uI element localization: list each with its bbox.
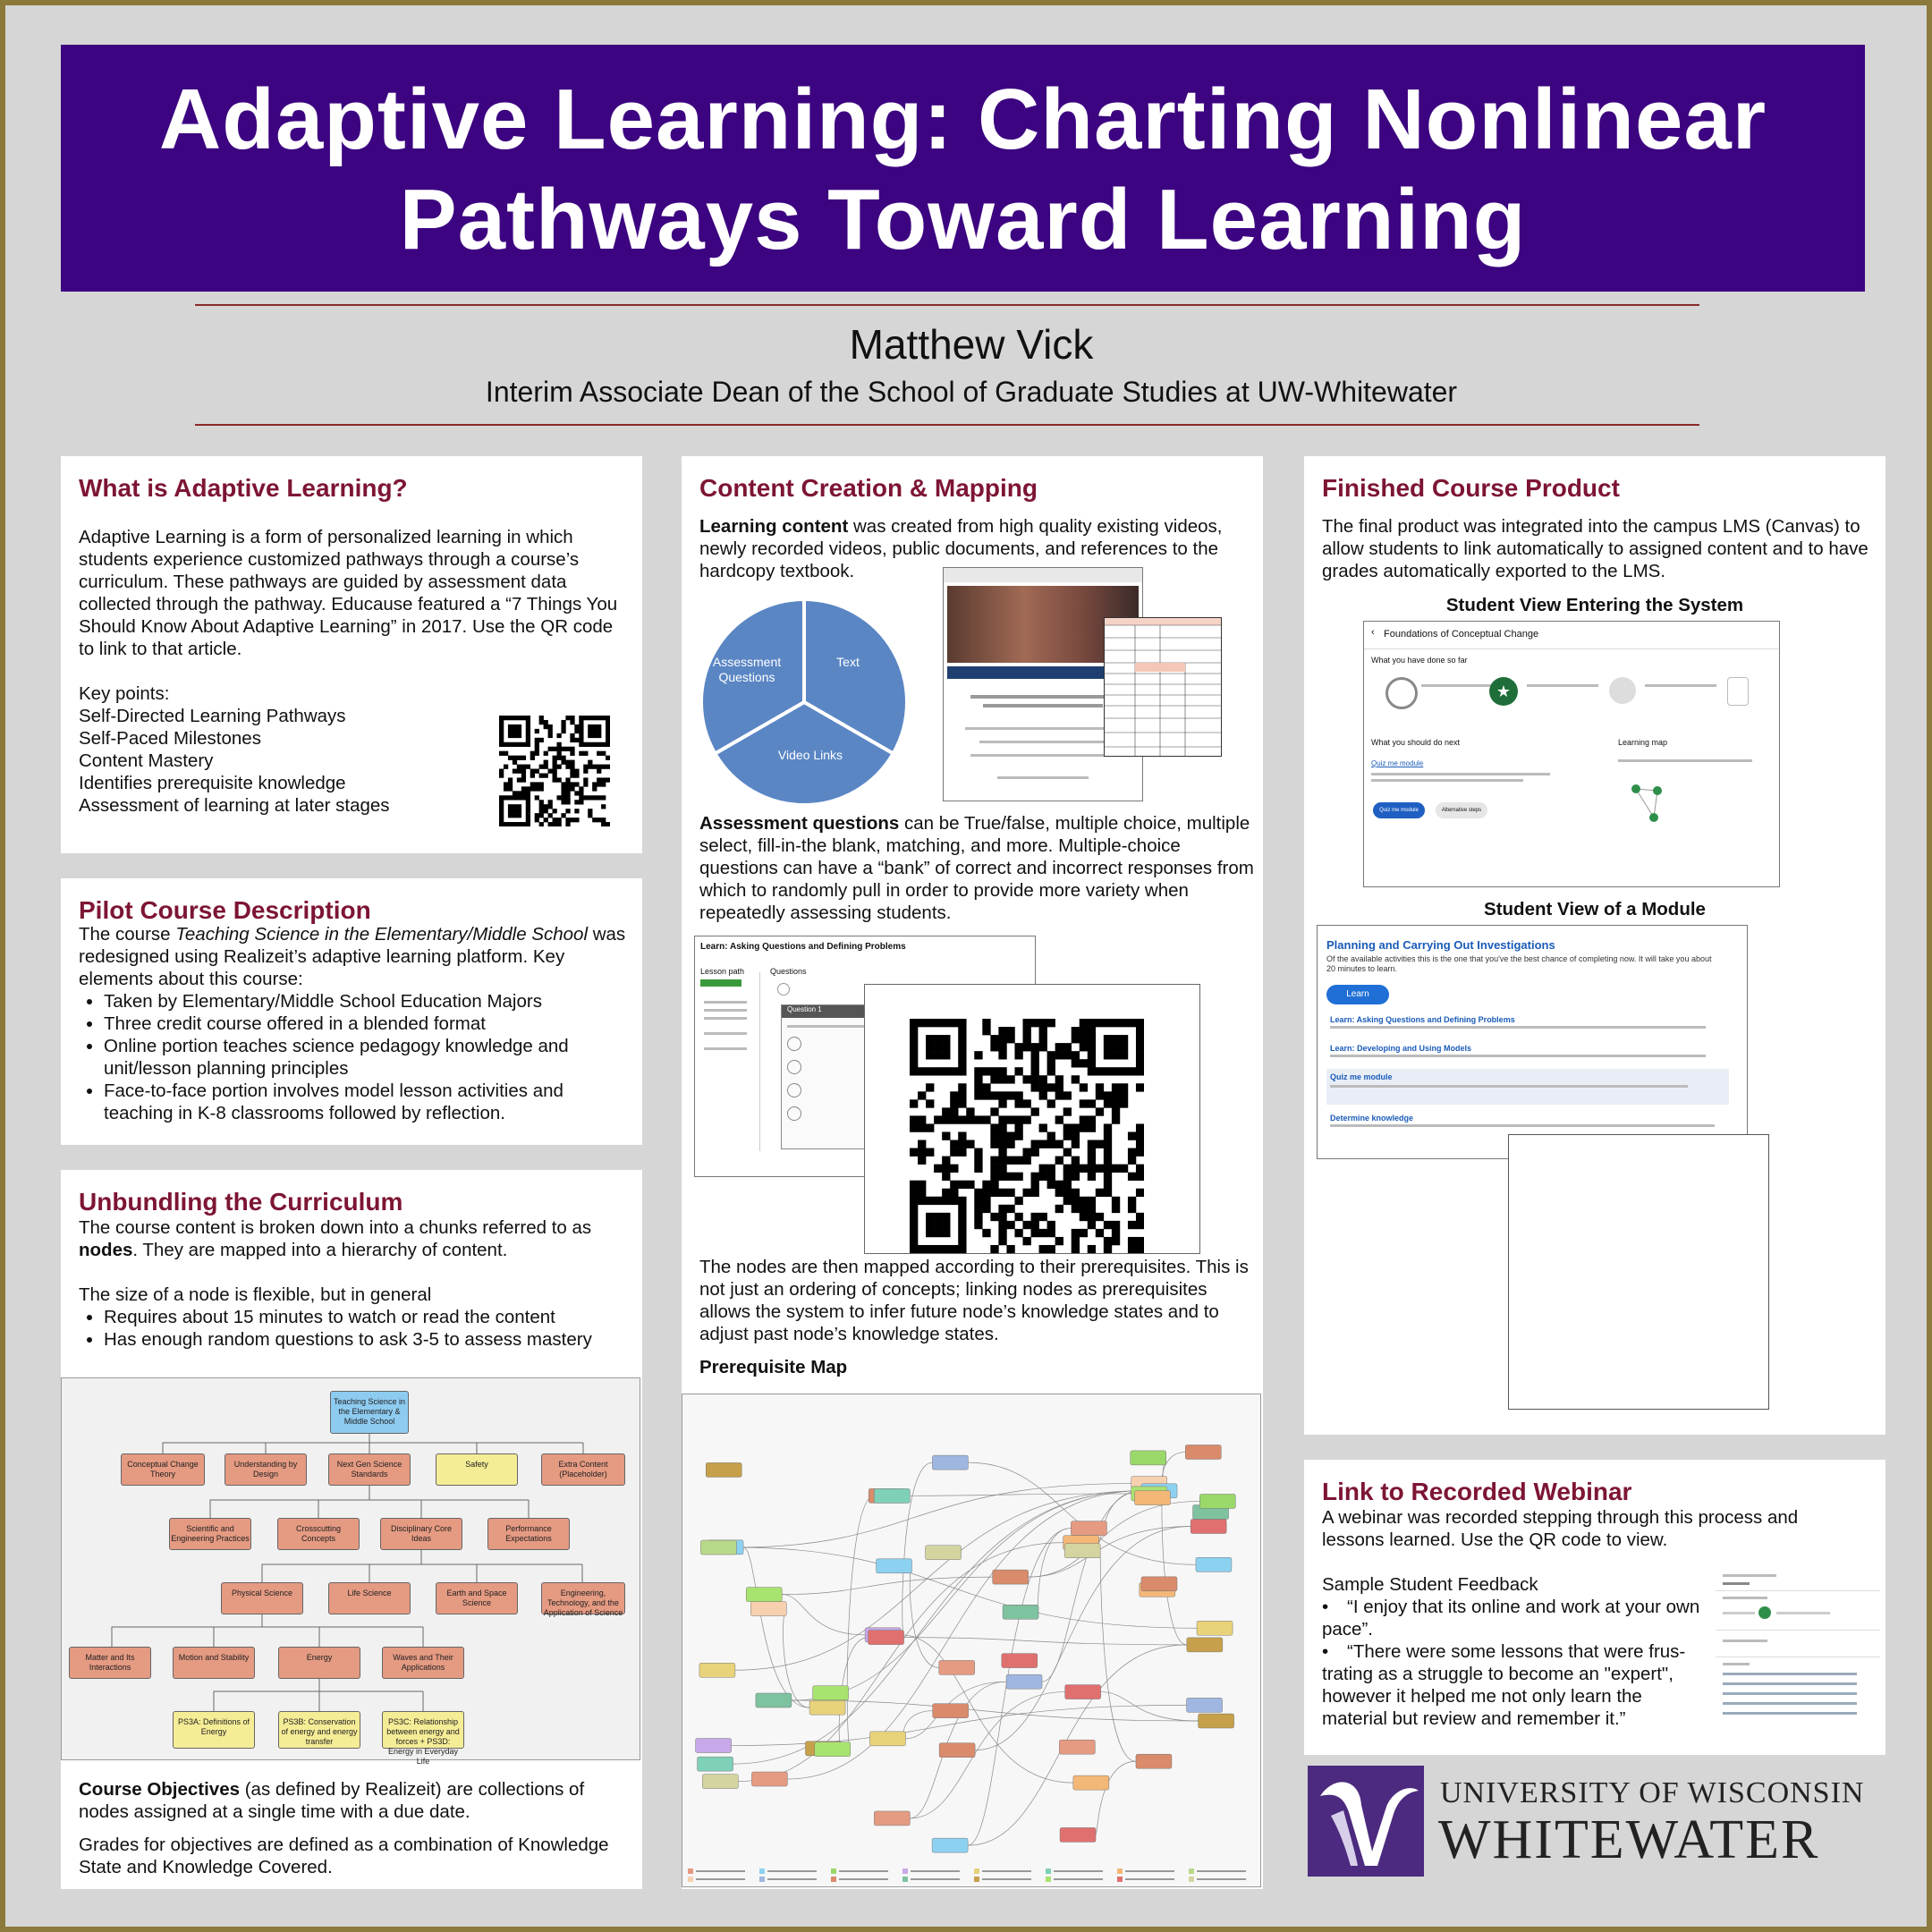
prereq-node bbox=[993, 1570, 1029, 1584]
prereq-node bbox=[1141, 1577, 1177, 1591]
finished-body: The final product was integrated into the campus LMS (Canvas) to allow students to link automatically to assigned content and to have grades automatically exported to the LMS. bbox=[1322, 516, 1868, 581]
prereq-link bbox=[901, 1635, 1073, 1783]
legend-swatch bbox=[1117, 1868, 1123, 1874]
prereq-node bbox=[939, 1743, 975, 1758]
grades-paragraph: Grades for objectives are defined as a combination of Knowledge State and Knowledge Covered. bbox=[79, 1835, 609, 1877]
key-points-label: Key points: bbox=[79, 683, 170, 704]
prereq-node bbox=[1006, 1674, 1042, 1689]
feedback-label: Sample Student Feedback bbox=[1322, 1574, 1538, 1595]
prereq-node bbox=[702, 1775, 738, 1789]
prereq-node bbox=[815, 1742, 851, 1757]
questions-label: Questions bbox=[770, 967, 807, 976]
prereq-node bbox=[1187, 1698, 1223, 1712]
shot1-quiz-link[interactable]: Quiz me module bbox=[1371, 759, 1424, 767]
legend-line bbox=[767, 1870, 817, 1872]
key-point: Identifies prerequisite knowledge bbox=[79, 773, 346, 793]
unbundling-panel bbox=[61, 1170, 642, 1889]
unbundling-bullet: • Has enough random questions to ask 3-5 to assess mastery bbox=[104, 1328, 633, 1351]
author-affiliation: Interim Associate Dean of the School of Graduate Studies at UW-Whitewater bbox=[485, 376, 1458, 408]
shot1-done-label: What you have done so far bbox=[1371, 656, 1468, 665]
objectives-text bbox=[79, 1778, 633, 1878]
prereq-link bbox=[784, 1609, 810, 1708]
tree-node: Crosscutting Concepts bbox=[277, 1518, 360, 1550]
answer-option[interactable] bbox=[787, 1106, 801, 1121]
legend-line bbox=[1197, 1870, 1246, 1872]
feedback-quotes bbox=[1322, 1596, 1707, 1730]
webinar-heading: Link to Recorded Webinar bbox=[1322, 1478, 1632, 1505]
legend-swatch bbox=[1189, 1877, 1194, 1882]
tree-node: Earth and Space Science bbox=[436, 1582, 518, 1614]
caption-entering-system: Student View Entering the System bbox=[1445, 595, 1744, 615]
nodes-term: nodes bbox=[79, 1240, 133, 1260]
legend-swatch bbox=[688, 1877, 693, 1882]
pie-label-video-links: Video Links bbox=[777, 748, 843, 762]
prereq-node bbox=[926, 1546, 962, 1560]
legend-swatch bbox=[1117, 1877, 1123, 1882]
question-card-header: Question 1 bbox=[782, 1005, 889, 1018]
logo-whitewater: WHITEWATER bbox=[1438, 1809, 1820, 1870]
legend-swatch bbox=[1189, 1868, 1194, 1874]
score-circle-icon bbox=[1609, 677, 1636, 704]
legend-line bbox=[1197, 1878, 1246, 1880]
prereq-link bbox=[782, 1577, 992, 1594]
prereq-node bbox=[696, 1739, 732, 1753]
content-p3: The nodes are then mapped according to their prerequisites. This is not just an ordering of concepts; linking nodes as prerequisites allows the system to infer future node’s knowledge states and to adjust past node’s knowledge states. bbox=[699, 1257, 1249, 1344]
prereq-link bbox=[736, 1547, 1197, 1628]
tree-node: PS3C: Relationship between energy and forces + PS3D: Energy in Everyday Life bbox=[382, 1711, 464, 1749]
prereq-node bbox=[1199, 1714, 1234, 1728]
legend-line bbox=[696, 1878, 745, 1880]
prereq-node bbox=[1197, 1621, 1233, 1635]
prereq-link bbox=[782, 1595, 865, 1635]
learning-map-card bbox=[1618, 738, 1770, 881]
content-pie-chart bbox=[692, 590, 916, 814]
feedback-quote-text: “There were some lessons that were frus- trating as a struggle to become an "expert", however it helped me not only learn the material but review and remember it.” bbox=[1322, 1641, 1686, 1729]
tree-node: Conceptual Change Theory bbox=[121, 1453, 205, 1486]
legend-line bbox=[1054, 1878, 1103, 1880]
prereq-node bbox=[700, 1540, 736, 1555]
doc-text-line bbox=[970, 754, 1115, 757]
timer-card-icon bbox=[1727, 677, 1749, 706]
prereq-node bbox=[932, 1838, 968, 1852]
content-hierarchy-diagram bbox=[61, 1377, 640, 1766]
legend-swatch bbox=[1046, 1877, 1051, 1882]
prereq-link bbox=[1100, 1551, 1136, 1762]
prereq-link bbox=[904, 1638, 1187, 1645]
unbundling-p1 bbox=[79, 1216, 633, 1261]
prereq-node bbox=[1059, 1740, 1095, 1754]
what-is-heading: What is Adaptive Learning? bbox=[79, 474, 408, 502]
webinar-panel bbox=[1304, 1460, 1885, 1755]
question-shot-title: Learn: Asking Questions and Defining Problems bbox=[700, 942, 906, 952]
tree-node: Scientific and Engineering Practices bbox=[169, 1518, 251, 1550]
learning-content-term: Learning content bbox=[699, 516, 849, 537]
unbundling-body bbox=[79, 1216, 633, 1351]
legend-swatch bbox=[759, 1877, 765, 1882]
legend-swatch bbox=[974, 1868, 979, 1874]
divider-top bbox=[195, 304, 1699, 306]
legend-line bbox=[1125, 1878, 1174, 1880]
legend-line bbox=[839, 1870, 888, 1872]
webinar-qr-frame bbox=[864, 984, 1200, 1254]
progress-ring-icon bbox=[1385, 677, 1418, 709]
legend-line bbox=[1054, 1870, 1103, 1872]
legend-swatch bbox=[902, 1877, 908, 1882]
next-steps-card bbox=[1371, 738, 1611, 881]
answer-option[interactable] bbox=[787, 1060, 801, 1074]
prereq-node bbox=[1064, 1544, 1100, 1558]
shot1-course-title: Foundations of Conceptual Change bbox=[1384, 629, 1539, 640]
webinar-qr-code[interactable] bbox=[910, 1019, 1144, 1253]
course-name: Teaching Science in the Elementary/Middle School bbox=[175, 924, 589, 945]
pilot-bullet: • Taken by Elementary/Middle School Education Majors bbox=[104, 990, 633, 1013]
module-item-link[interactable]: Quiz me module bbox=[1330, 1072, 1393, 1081]
prereq-node bbox=[939, 1660, 975, 1674]
pilot-bullets bbox=[79, 990, 633, 1124]
prereq-link bbox=[743, 1547, 809, 1707]
module-item-link[interactable]: Learn: Asking Questions and Defining Problems bbox=[1330, 1015, 1515, 1024]
prereq-node bbox=[751, 1772, 787, 1786]
content-p1-rest: was created from high quality existing videos, newly recorded videos, public documents, and references to the hardcopy textbook. bbox=[699, 516, 1223, 581]
prereq-map-label: Prerequisite Map bbox=[699, 1357, 848, 1377]
uw-whitewater-logo bbox=[1304, 1762, 1885, 1887]
answer-option[interactable] bbox=[787, 1083, 801, 1097]
key-point: Self-Directed Learning Pathways bbox=[79, 706, 346, 726]
pilot-bullet: • Three credit course offered in a blended format bbox=[104, 1013, 633, 1035]
prereq-node bbox=[874, 1488, 910, 1503]
prereq-links bbox=[732, 1452, 1200, 1845]
pilot-body bbox=[79, 923, 633, 1124]
prereq-node bbox=[699, 1663, 735, 1677]
feedback-quote: • “There were some lessons that were frus- trating as a struggle to become an "expert", however it helped me not only learn the material but review and remember it.” bbox=[1322, 1641, 1686, 1729]
doc-text-line bbox=[970, 695, 1115, 699]
tree-node: Engineering, Technology, and the Application of Science bbox=[541, 1582, 625, 1614]
shot1-next-label: What you should do next bbox=[1371, 738, 1461, 747]
w-logo-mark-icon bbox=[1308, 1766, 1424, 1877]
objectives-term: Course Objectives bbox=[79, 1779, 241, 1800]
shot1-secondary-button[interactable]: Alternative steps bbox=[1436, 802, 1487, 818]
prereq-node bbox=[1185, 1445, 1221, 1459]
title-banner bbox=[61, 45, 1865, 292]
unbundling-bullets bbox=[79, 1306, 633, 1351]
content-p2-rest: can be True/false, multiple choice, multiple select, fill-in-the blank, matching, and more. Multiple-choice questions can have a “bank” of correct and incorrect responses from which to randomly pull in order to provide more variety when repeatedly assessing students. bbox=[699, 813, 1254, 923]
prereq-node bbox=[1071, 1521, 1106, 1536]
back-chevron-icon[interactable]: ‹ bbox=[1371, 627, 1375, 638]
content-p2-text bbox=[699, 812, 1254, 924]
prereq-node bbox=[1134, 1491, 1170, 1505]
shot2-subtitle: Of the available activities this is the one that you've the best chance of completing now. It will take you about 20 minutes to learn. bbox=[1326, 954, 1712, 973]
legend-swatch bbox=[1046, 1868, 1051, 1874]
module-item-link[interactable]: Learn: Developing and Using Models bbox=[1330, 1044, 1472, 1053]
content-p2 bbox=[699, 812, 1254, 924]
rubric-table-screenshot bbox=[1104, 617, 1222, 757]
content-heading: Content Creation & Mapping bbox=[699, 474, 1038, 502]
doc-text-line bbox=[979, 741, 1106, 743]
prereq-node bbox=[1002, 1654, 1038, 1668]
star-badge-icon: ★ bbox=[1489, 677, 1518, 706]
pilot-intro-suffix: was redesigned using Realizeit’s adaptive learning platform. Key elements about this course: bbox=[79, 924, 626, 989]
legend-line bbox=[767, 1878, 817, 1880]
prereq-node bbox=[933, 1704, 969, 1718]
what-is-paragraph: Adaptive Learning is a form of personalized learning in which students experience customized pathways through a course’s curriculum. These pathways are guided by assessment data collected through the pathway. Educause featured a “7 Things You Should Know About Adaptive Learning” in 2017. Use the QR code to link to that article. bbox=[79, 527, 618, 659]
logo-university: UNIVERSITY OF WISCONSIN bbox=[1440, 1776, 1865, 1809]
legend-swatch bbox=[831, 1877, 836, 1882]
finished-heading: Finished Course Product bbox=[1322, 474, 1620, 502]
legend-swatch bbox=[902, 1868, 908, 1874]
learn-button[interactable]: Learn bbox=[1326, 985, 1389, 1004]
hierarchy-connectors bbox=[62, 1378, 640, 1759]
shot1-map-label: Learning map bbox=[1618, 738, 1668, 747]
prereq-node bbox=[869, 1631, 904, 1645]
legend-line bbox=[696, 1870, 745, 1872]
tree-node: Waves and Their Applications bbox=[382, 1647, 464, 1679]
tree-node: PS3B: Conservation of energy and energy transfer bbox=[278, 1711, 360, 1749]
prerequisite-map-graph bbox=[682, 1394, 1260, 1886]
tree-node: Energy bbox=[278, 1647, 360, 1679]
prereq-node bbox=[746, 1588, 782, 1602]
caption-module-view: Student View of a Module bbox=[1484, 899, 1706, 919]
pilot-intro bbox=[79, 923, 633, 990]
lesson-path-list bbox=[700, 996, 750, 1130]
tree-node: Safety bbox=[436, 1453, 518, 1486]
prereq-node bbox=[750, 1602, 786, 1616]
prereq-link bbox=[1029, 1501, 1200, 1577]
author-name: Matthew Vick bbox=[849, 321, 1094, 368]
assessment-questions-term: Assessment questions bbox=[699, 813, 900, 834]
pie-label-assessment: Assessment Questions bbox=[712, 655, 782, 684]
lesson-path-label: Lesson path bbox=[700, 967, 745, 976]
pilot-panel bbox=[61, 878, 642, 1145]
lesson-progress-bar bbox=[700, 979, 741, 987]
prereq-node bbox=[706, 1462, 741, 1477]
feedback-quote-text: “I enjoy that its online and work at your own pace”. bbox=[1322, 1597, 1700, 1640]
module-view-screenshot bbox=[1317, 925, 1748, 1159]
prereq-node bbox=[1003, 1605, 1038, 1619]
educause-qr-code[interactable] bbox=[499, 716, 610, 826]
prereq-link bbox=[903, 1711, 933, 1739]
pilot-bullet: • Online portion teaches science pedagogy knowledge and unit/lesson planning principles bbox=[104, 1035, 633, 1080]
what-is-panel bbox=[61, 456, 642, 853]
unbundling-p1-prefix: The course content is broken down into a chunks referred to as bbox=[79, 1217, 592, 1238]
poster-title bbox=[61, 45, 1865, 270]
objectives-rest: (as defined by Realizeit) are collections of nodes assigned at a single time with a due date. bbox=[79, 1779, 585, 1822]
title-line-1: Adaptive Learning: Charting Nonlinear bbox=[158, 72, 1767, 167]
prereq-node bbox=[1065, 1685, 1101, 1699]
key-point: Content Mastery bbox=[79, 750, 214, 771]
entering-system-screenshot bbox=[1363, 621, 1780, 887]
doc-text-line bbox=[965, 727, 1121, 730]
prereq-node bbox=[813, 1686, 849, 1700]
webinar-mini-screenshot bbox=[1716, 1569, 1880, 1744]
question-number-dot bbox=[777, 983, 790, 996]
legend-swatch bbox=[759, 1868, 765, 1874]
tree-node: Disciplinary Core Ideas bbox=[380, 1518, 462, 1550]
doc-text-line bbox=[983, 704, 1103, 708]
finished-panel bbox=[1304, 456, 1885, 1435]
content-panel bbox=[682, 456, 1263, 1889]
prereq-node bbox=[1136, 1754, 1172, 1768]
pie-label-text: Text bbox=[836, 655, 860, 669]
prereq-node bbox=[1073, 1775, 1109, 1790]
shot2-title: Planning and Carrying Out Investigations bbox=[1326, 938, 1555, 952]
pilot-intro-prefix: The course bbox=[79, 924, 176, 945]
blank-placeholder-box bbox=[1508, 1134, 1769, 1410]
prereq-node bbox=[1196, 1557, 1232, 1572]
objectives-paragraph bbox=[79, 1778, 633, 1823]
tree-node: Matter and Its Interactions bbox=[69, 1647, 151, 1679]
legend-swatch bbox=[831, 1868, 836, 1874]
key-point: Self-Paced Milestones bbox=[79, 728, 261, 749]
doc-header-bar bbox=[944, 568, 1142, 582]
pie-slices bbox=[701, 599, 907, 805]
prereq-node bbox=[932, 1455, 968, 1470]
prereq-node bbox=[698, 1757, 733, 1771]
title-line-2: Pathways Toward Learning bbox=[399, 172, 1527, 267]
module-item-link[interactable]: Determine knowledge bbox=[1330, 1114, 1414, 1123]
unbundling-p1-suffix: . They are mapped into a hierarchy of content. bbox=[132, 1240, 508, 1260]
prereq-node bbox=[877, 1559, 912, 1573]
tree-node: Life Science bbox=[328, 1582, 411, 1614]
tree-node: Motion and Stability bbox=[173, 1647, 255, 1679]
answer-option[interactable] bbox=[787, 1037, 801, 1051]
unbundling-p2: The size of a node is flexible, but in general bbox=[79, 1284, 432, 1305]
tree-root-node: Teaching Science in the Elementary & Middle School bbox=[330, 1391, 409, 1434]
shot1-primary-button[interactable]: Quiz me module bbox=[1373, 802, 1425, 818]
prereq-node bbox=[1060, 1827, 1096, 1842]
prerequisite-map bbox=[682, 1394, 1261, 1887]
prereq-node bbox=[1187, 1638, 1223, 1652]
progress-summary-row bbox=[1373, 675, 1767, 729]
prereq-link bbox=[1096, 1761, 1136, 1835]
unbundling-bullet: • Requires about 15 minutes to watch or read the content bbox=[104, 1306, 633, 1328]
prereq-node bbox=[869, 1732, 905, 1746]
prereq-node bbox=[1191, 1520, 1226, 1534]
rubric-table-grid bbox=[1105, 618, 1221, 756]
legend-line bbox=[1125, 1870, 1174, 1872]
tree-node: Understanding by Design bbox=[225, 1453, 307, 1486]
legend-swatch bbox=[688, 1868, 693, 1874]
prereq-node bbox=[809, 1700, 845, 1715]
legend-line bbox=[911, 1870, 960, 1872]
prereq-legend bbox=[688, 1868, 1246, 1882]
legend-line bbox=[911, 1878, 960, 1880]
pilot-bullet: • Face-to-face portion involves model lesson activities and teaching in K-8 classrooms followed by reflection. bbox=[104, 1080, 633, 1124]
prereq-node bbox=[1199, 1494, 1235, 1508]
tree-node: Next Gen Science Standards bbox=[328, 1453, 411, 1486]
tree-node: Performance Expectations bbox=[487, 1518, 570, 1550]
legend-line bbox=[839, 1878, 888, 1880]
prereq-link bbox=[792, 1700, 1199, 1721]
legend-line bbox=[982, 1878, 1031, 1880]
feedback-quote: • “I enjoy that its online and work at your own pace”. bbox=[1322, 1597, 1700, 1640]
pilot-heading: Pilot Course Description bbox=[79, 896, 371, 924]
divider-bottom bbox=[195, 424, 1699, 426]
key-point: Assessment of learning at later stages bbox=[79, 795, 390, 816]
prereq-link bbox=[847, 1496, 874, 1749]
prereq-node bbox=[756, 1693, 792, 1707]
prereq-node bbox=[1131, 1451, 1166, 1465]
tree-node: PS3A: Definitions of Energy bbox=[173, 1711, 255, 1749]
legend-line bbox=[982, 1870, 1031, 1872]
unbundling-heading: Unbundling the Curriculum bbox=[79, 1188, 403, 1216]
mini-learning-map bbox=[1618, 771, 1743, 843]
legend-swatch bbox=[974, 1877, 979, 1882]
tree-node: Physical Science bbox=[221, 1582, 303, 1614]
tree-node: Extra Content (Placeholder) bbox=[541, 1453, 625, 1486]
webinar-paragraph: A webinar was recorded stepping through this process and lessons learned. Use the QR code to view. bbox=[1322, 1507, 1799, 1550]
doc-text-line bbox=[997, 776, 1089, 779]
quiz-me-row[interactable] bbox=[1326, 1069, 1729, 1105]
prereq-node bbox=[874, 1811, 910, 1826]
